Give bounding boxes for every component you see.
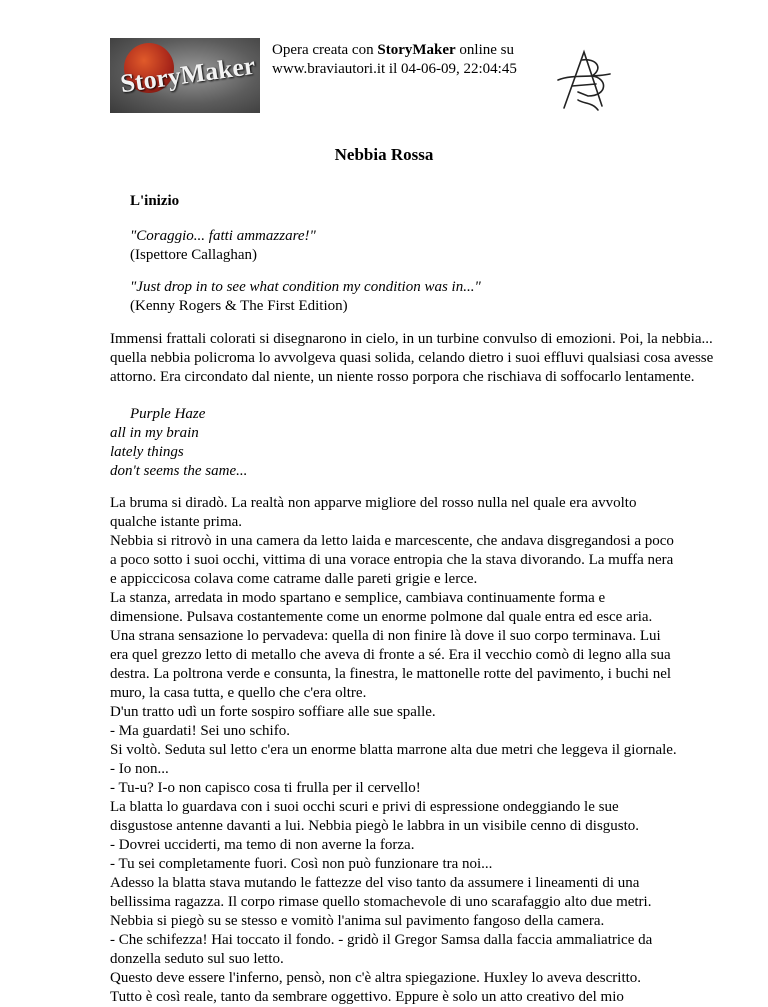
text-line: muro, la casa tutta, e quello che c'era oltre. [110,685,367,701]
text-line: La bruma si diradò. La realtà non apparve migliore del rosso nulla nel quale era avvolto [110,495,637,511]
text-line: Adesso la blatta stava mutando le fattezze del viso tanto da assumere i lineamenti di una [110,875,640,891]
text-line: - Ma guardati! Sei uno schifo. [110,723,290,739]
text-line: Si voltò. Seduta sul letto c'era un enorme blatta marrone alta due metri che leggeva il giornale. [110,742,677,758]
text-line: disgustose antenne davanti a lui. Nebbia piegò le labbra in un visibile cenno di disgusto. [110,818,640,834]
epigraph-quote: "Coraggio... fatti ammazzare!" [130,228,316,244]
story-title: Nebbia Rossa [334,145,434,164]
epigraph-1 [130,227,316,265]
text-line: - Tu sei completamente fuori. Così non può funzionare tra noi... [110,856,493,872]
creation-notice [272,41,542,79]
text-line: donzella seduto sul suo letto. [110,951,284,967]
story-body [110,494,735,1007]
lyric-line: don't seems the same... [110,463,248,479]
text-line: Questo deve essere l'inferno, pensò, non c'è altra spiegazione. Huxley lo aveva descritto. [110,970,642,986]
epigraph-quote: "Just drop in to see what condition my condition was in..." [130,279,481,295]
text-line: destra. La poltrona verde e consunta, la finestra, le mattonelle rotte del pavimento, i buchi nel [110,666,672,682]
text-line: bellissima ragazza. Il corpo rimase quello stomachevole di uno scarafaggio alto due metri. [110,894,652,910]
text-line: - Dovrei ucciderti, ma temo di non averne la forza. [110,837,415,853]
song-lyrics [110,405,247,481]
text-line: Nebbia si piegò su se stesso e vomitò l'anima sul pavimento fangoso della camera. [110,913,605,929]
text-line: - Tu-u? I-o non capisco cosa ti frulla per il cervello! [110,780,421,796]
storymaker-logo [110,38,260,113]
text-line: Tutto è così reale, tanto da sembrare oggettivo. Eppure è solo un atto creativo del mio [110,989,624,1005]
text-line: Nebbia si ritrovò in una camera da letto laida e marcescente, che andava disgregandosi a poco [110,533,674,549]
opening-paragraph: Immensi frattali colorati si disegnarono in cielo, in un turbine convulso di emozioni. Poi, la nebbia... quella nebbia policroma lo avvolgeva quasi solida, celando dietro i suoi effluvi qualsiasi cosa avesse attorno. Era circondato dal niente, un niente rosso porpora che rischiava di soffocarlo lentamente. [110,331,714,385]
epigraph-author: (Kenny Rogers & The First Edition) [130,298,348,314]
epigraph-author: (Ispettore Callaghan) [130,247,258,263]
text-line: La stanza, arredata in modo spartano e semplice, cambiava continuamente forma e [110,590,606,606]
text-line: e appiccicosa colava come catrame dalle pareti grigie e lerce. [110,571,478,587]
braviautori-sigil-icon [552,44,616,114]
logo-wordmark: StoryMaker [118,50,258,99]
lyric-line: lately things [110,444,184,460]
brand-name: StoryMaker [377,42,456,58]
creation-notice-line1: Opera creata con StoryMaker online su [272,42,515,58]
text-line: a poco sotto i suoi occhi, vittima di una vorace entropia che la stava divorando. La muffa nera [110,552,674,568]
lyric-line: Purple Haze [130,406,206,422]
text-line: - Che schifezza! Hai toccato il fondo. - gridò il Gregor Samsa dalla faccia ammaliatrice da [110,932,653,948]
text-line: Una strana sensazione lo pervadeva: quella di non finire là dove il suo corpo terminava. Lui [110,628,661,644]
text-line: dimensione. Pulsava costantemente come un enorme polmone dal quale entra ed esce aria. [110,609,653,625]
text-line: era quel grezzo letto di metallo che aveva di fronte a sé. Era il vecchio comò di legno alla sua [110,647,671,663]
text-line: - Io non... [110,761,169,777]
text-line: La blatta lo guardava con i suoi occhi scuri e privi di espressione ondeggiando le sue [110,799,619,815]
epigraph-2 [130,278,481,316]
creation-notice-line2: www.braviautori.it il 04-06-09, 22:04:45 [272,61,517,77]
text-line: D'un tratto udì un forte sospiro soffiare alle sue spalle. [110,704,436,720]
section-heading: L'inizio [130,193,180,209]
text-line: qualche istante prima. [110,514,243,530]
lyric-line: all in my brain [110,425,199,441]
